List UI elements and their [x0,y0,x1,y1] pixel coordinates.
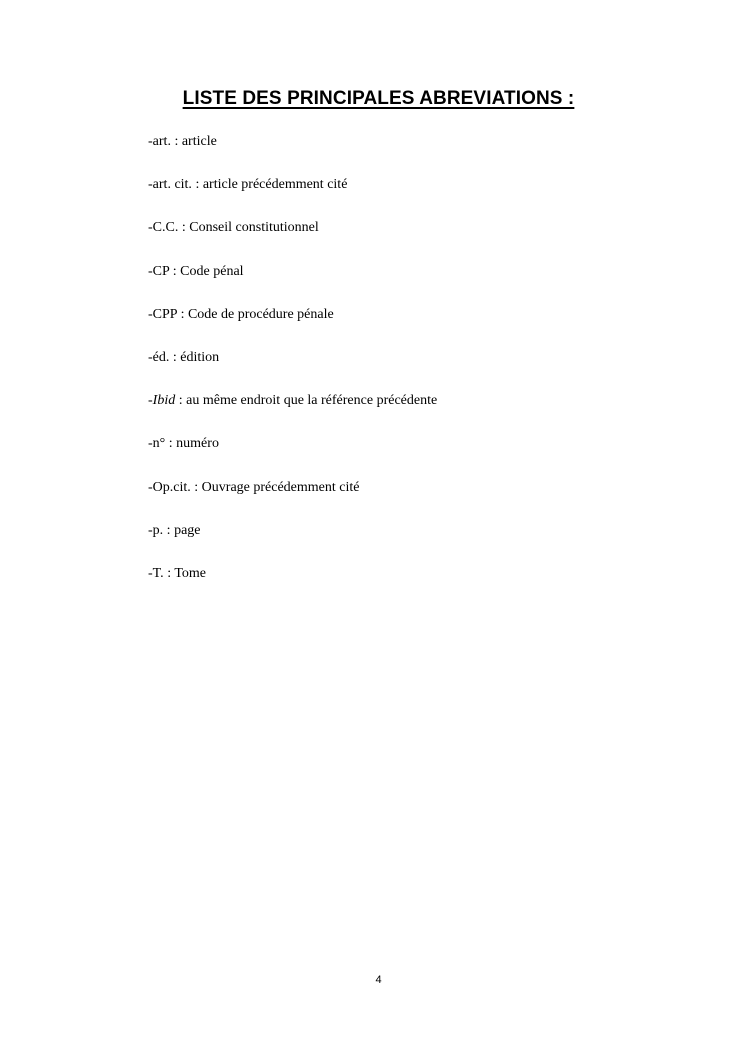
abbreviation-separator: : [177,306,188,322]
abbreviation-prefix: - [148,220,153,236]
list-item [148,175,668,195]
abbreviation-meaning: Ouvrage précédemment cité [201,479,360,495]
abbreviation-term: p. [152,522,164,538]
abbreviation-prefix: - [148,134,153,149]
list-item [148,521,668,541]
abbreviation-term: art. cit. [152,177,192,193]
abbreviation-meaning: Code pénal [180,263,244,279]
list-item [148,218,668,238]
abbreviation-meaning: article précédemment cité [202,177,348,193]
abbreviation-prefix: - [148,306,153,322]
page-number: 4 [375,974,382,986]
abbreviation-separator: : [169,349,181,365]
abbreviation-term: Ibid [152,393,176,409]
abbreviation-prefix: - [148,436,153,452]
abbreviation-prefix: - [148,393,153,409]
abbreviation-term: CP [152,263,170,279]
abbreviation-separator: : [170,134,182,149]
abbreviation-prefix: - [148,263,153,279]
abbreviation-meaning: édition [180,349,220,365]
abbreviation-prefix: - [148,349,153,365]
abbreviation-prefix: - [148,177,153,193]
abbreviation-meaning: numéro [176,436,219,452]
abbreviation-separator: : [178,220,190,236]
list-item [148,391,668,411]
abbreviation-meaning: page [174,522,201,538]
list-item [148,262,668,282]
abbreviation-separator: : [169,263,181,279]
abbreviation-term: T. [152,565,164,581]
abbreviation-meaning: Code de procédure pénale [187,306,334,322]
abbreviation-meaning: article [181,134,217,149]
abbreviation-meaning: Conseil constitutionnel [189,220,319,236]
abbreviation-separator: : [191,177,203,193]
abbreviation-term: C.C. [152,220,179,236]
abbreviation-meaning: au même endroit que la référence précédente [186,393,438,409]
abbreviation-separator: : [190,479,202,495]
abbreviation-list [148,132,668,607]
list-item [148,132,668,152]
abbreviation-term: Op.cit. [152,479,191,495]
list-item [148,478,668,498]
page-title: LISTE DES PRINCIPALES ABREVIATIONS : [182,88,575,109]
abbreviation-prefix: - [148,565,153,581]
abbreviation-meaning: Tome [174,565,207,581]
list-item [148,305,668,325]
abbreviation-separator: : [165,436,177,452]
abbreviation-separator: : [163,565,175,581]
abbreviation-separator: : [175,393,187,409]
abbreviation-separator: : [163,522,175,538]
abbreviation-prefix: - [148,479,153,495]
abbreviation-term: n° [152,436,166,452]
abbreviation-term: éd. [152,349,170,365]
abbreviation-prefix: - [148,522,153,538]
list-item [148,434,668,454]
abbreviation-term: CPP [152,306,178,322]
list-item [148,348,668,368]
list-item [148,564,668,584]
abbreviation-term: art. [152,134,171,149]
